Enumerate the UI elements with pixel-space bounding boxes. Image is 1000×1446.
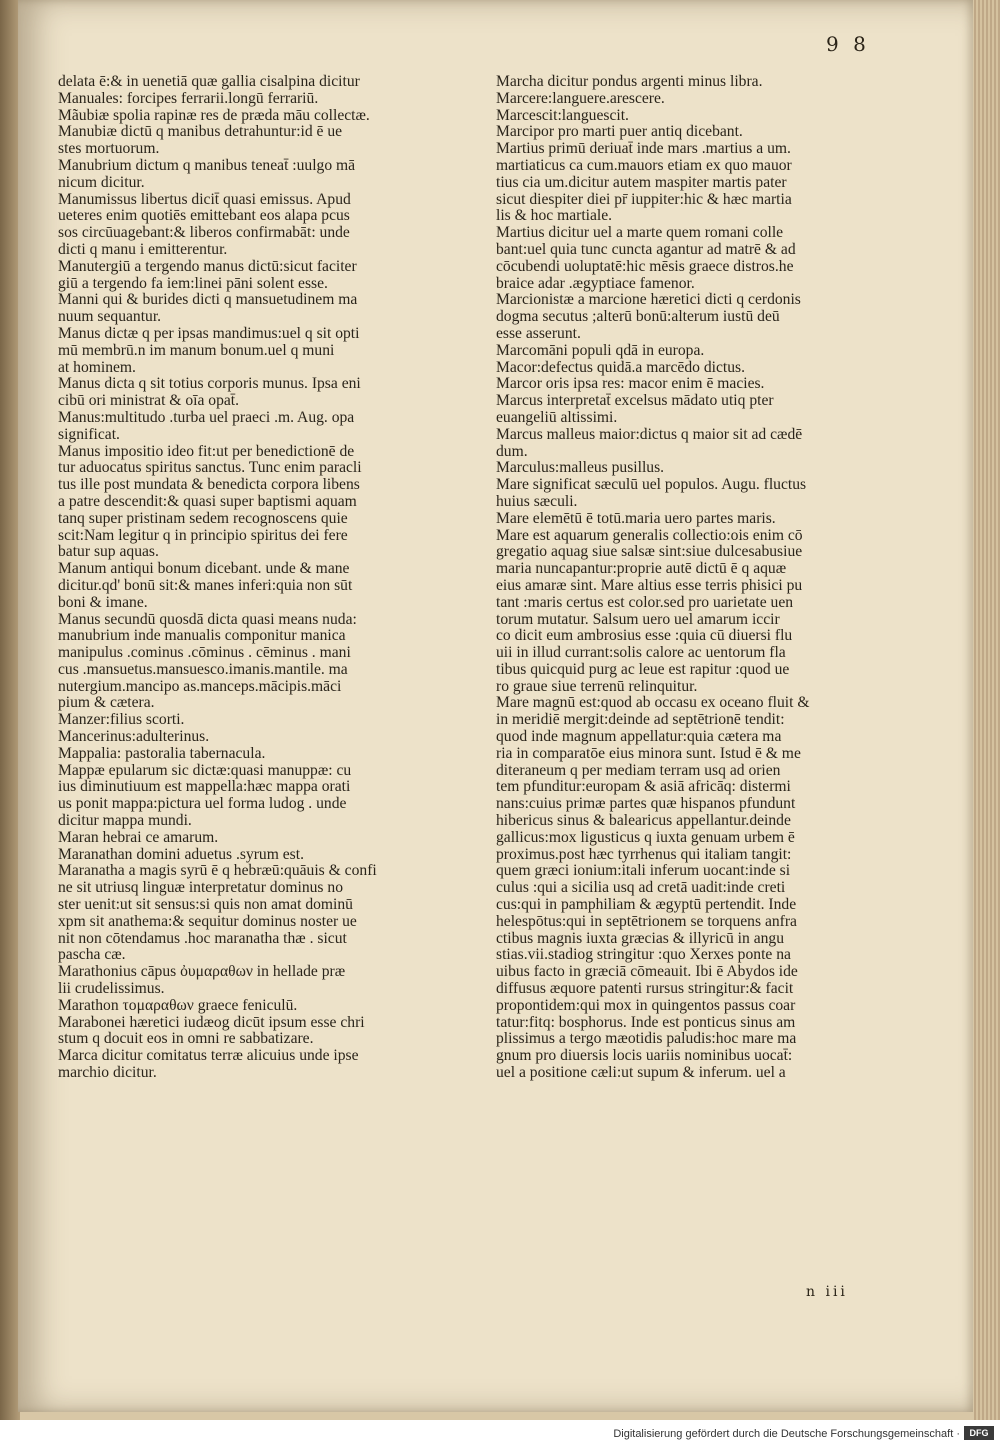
text-line: sos circūuagebant:& liberos confirmabāt: unde <box>58 225 350 242</box>
text-line: proximus.post hæc tyrrhenus qui italiam tangit: <box>496 846 792 863</box>
text-line: Marcomāni populi qdā in europa. <box>496 342 705 359</box>
text-line: tur aduocatus spiritus sanctus. Tunc enim paracli <box>58 460 362 477</box>
text-line: dicitur mappa mundi. <box>58 813 192 830</box>
text-line: diffusus æquore patenti rursus stringitur:& facit <box>496 981 794 998</box>
folio-number: 9 8 <box>826 32 870 56</box>
text-line: gregatio aquag siue salsæ sint:siue dulcesabusiue <box>496 544 803 561</box>
text-line: Manutergiū a tergendo manus dictū:sicut faciter <box>58 258 357 275</box>
text-line: tibus quicquid purg ac leue est rapitur :quod ue <box>496 661 790 678</box>
text-line: Manumissus libertus dicit̄ quasi emissus. Apud <box>58 191 351 208</box>
text-line: Manum antiqui bonum dicebant. unde & mane <box>58 561 350 578</box>
text-line: Mare magnū est:quod ab occasu ex oceano fluit & <box>496 695 810 712</box>
text-line: boni & imane. <box>58 594 148 611</box>
text-line: tant :maris certus est color.sed pro uarietate uen <box>496 594 794 611</box>
text-line: lis & hoc martiale. <box>496 208 613 225</box>
text-line: mū membrū.n im manum bonum.uel q muni <box>58 342 335 359</box>
text-line: uel a positione cæli:ut supum & inferum. uel a <box>496 1065 786 1082</box>
text-line: ro graue siue terrenū relinquitur. <box>496 678 698 695</box>
text-line: xpm sit anathema:& sequitur dominus noster ue <box>58 913 357 930</box>
text-line: dicti q manu i emitterentur. <box>58 241 228 258</box>
text-line: Marcus malleus maior:dictus q maior sit ad cædē <box>496 426 803 443</box>
text-line: maria nuncapantur:proprie autē dictū ē q aquæ <box>496 561 787 578</box>
text-line: batur sup aquas. <box>58 544 159 561</box>
text-line: Marcipor pro marti puer antiq dicebant. <box>496 124 743 141</box>
text-line: ne sit utriusq linguæ interpretatur dominus no <box>58 880 343 897</box>
text-line: dum. <box>496 443 528 460</box>
text-line: Mare significat sæculū uel populos. Augu. fluctus <box>496 477 807 494</box>
text-line: co dicit eum ambrosius esse :quia cū diuersi flu <box>496 628 793 645</box>
text-line: us ponit mappa:pictura uel forma ludog . unde <box>58 796 347 813</box>
text-line: in meridiē mergit:deinde ad septētrionē tendit: <box>496 712 785 729</box>
text-line: Martius primū deriuat̄ inde mars .martius a um. <box>496 141 791 158</box>
text-line: stum q docuit eos in omni re sabbatizare. <box>58 1031 314 1048</box>
text-line: propontidem:qui mox in quingentos passus coar <box>496 997 796 1014</box>
text-line: Mare elemētū ē totū.maria uero partes maris. <box>496 510 776 527</box>
text-line: delata ē:& in uenetiā quæ gallia cisalpina dicitur <box>58 74 360 90</box>
text-line: esse asserunt. <box>496 325 581 342</box>
text-line: dicitur.qd' bonū sit:& manes inferi:quia non sūt <box>58 577 353 594</box>
text-line: marchio dicitur. <box>58 1065 157 1082</box>
text-line: stias.vii.stadiog stringitur :quo Xerxes ponte na <box>496 947 791 964</box>
dfg-logo: DFG <box>964 1426 994 1440</box>
text-line: braice adar .ægyptiace famenor. <box>496 275 695 292</box>
text-line: pascha cæ. <box>58 947 126 964</box>
text-line: Macor:defectus quidā.a marcēdo dictus. <box>496 359 745 376</box>
footer-credit: Digitalisierung gefördert durch die Deutsche Forschungsgemeinschaft · <box>613 1428 960 1440</box>
text-line: Marculus:malleus pusillus. <box>496 460 665 477</box>
text-line: quod inde magnum appellatur:quia cætera ma <box>496 729 782 746</box>
text-line: bant:uel quia tunc cuncta agantur ad matrē & ad <box>496 241 796 258</box>
text-line: Marcor oris ipsa res: macor enim ē macies. <box>496 376 765 393</box>
text-line: Marathonius cāpus ὀυμαραθων in hellade præ <box>58 964 346 981</box>
text-line: Maran hebrai ce amarum. <box>58 829 219 846</box>
text-line: Manus impositio ideo fit:ut per benedictionē de <box>58 443 355 460</box>
text-line: stes mortuorum. <box>58 141 160 158</box>
right-column <box>496 74 896 1082</box>
text-line: Marcescit:languescit. <box>496 107 629 124</box>
text-line: gallicus:mox ligusticus q iuxta genuam urbem ē <box>496 829 795 846</box>
text-line: at hominem. <box>58 359 136 376</box>
text-line: Marcha dicitur pondus argenti minus libra. <box>496 74 763 90</box>
text-line: Maranathan domini aduetus .syrum est. <box>58 846 304 863</box>
text-line: tatur:fitq: bosphorus. Inde est ponticus sinus am <box>496 1014 796 1031</box>
text-line: cibū ori ministrat & oīa opat̄. <box>58 393 240 410</box>
text-line: Manubiæ dictū q manibus detrahuntur:id ē ue <box>58 124 343 141</box>
text-line: Marabonei hæretici iudæog dicūt ipsum esse chri <box>58 1014 365 1031</box>
text-line: ster uenit:ut sit sensus:si quis non amat dominū <box>58 897 353 914</box>
text-line: nit non cōtendamus .hoc maranatha thæ . sicut <box>58 930 347 947</box>
text-line: Manus dicta q sit totius corporis munus. Ipsa eni <box>58 376 361 393</box>
text-line: huius sæculi. <box>496 493 578 510</box>
text-line: quem græci ionium:itali inferum uocant:inde si <box>496 863 791 880</box>
text-line: Manuales: forcipes ferrarii.longū ferrariū. <box>58 90 319 107</box>
text-line: nutergium.mancipo as.manceps.mācipis.māci <box>58 678 342 695</box>
text-line: significat. <box>58 426 120 443</box>
text-line: ria in comparatōe eius minora sunt. Istud ē & me <box>496 745 801 762</box>
footer-bar <box>0 1420 1000 1446</box>
text-line: Manus secundū quosdā dicta quasi means nuda: <box>58 611 357 628</box>
text-line: Marcionistæ a marcione hæretici dicti q cerdonis <box>496 292 801 309</box>
text-line: nicum dicitur. <box>58 174 145 191</box>
text-line: lii crudelissimus. <box>58 981 165 998</box>
text-line: pium & cætera. <box>58 695 155 712</box>
text-line: a patre descendit:& quasi super baptismi aquam <box>58 493 357 510</box>
signature-mark: n iii <box>806 1284 848 1300</box>
text-line: culus :qui a sicilia usq ad cretā uadit:inde creti <box>496 880 786 897</box>
text-line: diteraneum q per mediam terram usq ad orien <box>496 762 781 779</box>
text-line: eius amaræ sint. Mare altius esse terris phisici pu <box>496 577 803 594</box>
text-line: manipulus .cominus .cōminus . cēminus . mani <box>58 645 351 662</box>
text-line: Manus dictæ q per ipsas mandimus:uel q sit opti <box>58 325 360 342</box>
text-line: Manus:multitudo .turba uel praeci .m. Aug. opa <box>58 409 355 426</box>
text-line: Marcus interpretat̄ excelsus mādato utiq pter <box>496 393 774 410</box>
text-line: Mãubiæ spolia rapinæ res de præda māu collectæ. <box>58 107 370 124</box>
text-line: ius diminutiuum est mappella:hæc mappa orati <box>58 779 351 796</box>
text-line: manubrium inde manualis componitur manica <box>58 628 346 645</box>
text-line: cōcubendi uoluptatē:hic mēsis graece distros.he <box>496 258 794 275</box>
page-edges <box>974 0 1000 1420</box>
text-line: helespōtus:qui in septētrionem se torquens anfra <box>496 913 797 930</box>
text-line: Mare est aquarum generalis collectio:ois enim cō <box>496 527 803 544</box>
text-line: gnum pro diuersis locis uariis nominibus uocat̄: <box>496 1048 793 1065</box>
text-line: cus .mansuetus.mansuesco.imanis.mantile. ma <box>58 661 348 678</box>
text-line: Manni qui & burides dicti q mansuetudinem ma <box>58 292 358 309</box>
text-line: plissimus a tergo mæotidis paludis:hoc mare ma <box>496 1031 797 1048</box>
text-line: martiaticus ca cum.mauors etiam ex quo mauor <box>496 157 792 174</box>
text-line: scit:Nam legitur q in principio spiritus dei fere <box>58 527 348 544</box>
text-line: Manzer:filius scorti. <box>58 712 185 729</box>
text-line: Mappalia: pastoralia tabernacula. <box>58 745 266 762</box>
text-line: Mappæ epularum sic dictæ:quasi manuppæ: cu <box>58 762 352 779</box>
text-line: tanq super pristinam sedem recognoscens quie <box>58 510 348 527</box>
text-line: nans:cuius primæ partes quæ hispanos pfundunt <box>496 796 796 813</box>
text-line: torum mutatur. Salsum uero uel amarum iccir <box>496 611 780 628</box>
text-line: ueteres enim quotiēs emittebant eos alapa pcus <box>58 208 350 225</box>
text-line: euangeliū altissimi. <box>496 409 618 426</box>
text-line: nuum sequantur. <box>58 309 162 326</box>
text-line: sicut diespiter diei pr̄ iuppiter:hic & hæc martia <box>496 191 792 208</box>
text-line: hibericus sinus & balearicus appellantur.deinde <box>496 813 791 830</box>
text-line: Mancerinus:adulterinus. <box>58 729 210 746</box>
text-line: Maranatha a magis syrū ē q hebræū:quāuis & confi <box>58 863 377 880</box>
text-line: Marathon τομαραθων graece feniculū. <box>58 997 298 1014</box>
text-line: uibus facto in græciā cōmeauit. Ibi ē Abydos ide <box>496 964 798 981</box>
text-line: Martius dicitur uel a marte quem romani colle <box>496 225 784 242</box>
text-line: tem pfunditur:europam & asiā africāq: distermi <box>496 779 791 796</box>
text-line: Marca dicitur comitatus terræ alicuius unde ipse <box>58 1048 359 1065</box>
text-line: ctibus magnis iuxta græcias & illyricū in angu <box>496 930 785 947</box>
text-line: uii in illud currant:solis calore ac uentorum fla <box>496 645 786 662</box>
binding-shadow <box>0 0 20 1420</box>
text-line: tius cia um.dicitur autem maspiter martis pater <box>496 174 787 191</box>
text-line: tus ille post mundata & benedicta corpora libens <box>58 477 360 494</box>
text-line: cus:qui in pamphiliam & ægyptū pertendit. Inde <box>496 897 797 914</box>
text-line: giū a tergendo fa iem:linei pāni solent esse. <box>58 275 328 292</box>
text-line: dogma secutus ;alterū bonū:alterum iustū deū <box>496 309 780 326</box>
left-column <box>58 74 470 1082</box>
text-line: Manubrium dictum q manibus teneat̄ :uulgo mā <box>58 157 356 174</box>
text-line: Marcere:languere.arescere. <box>496 90 665 107</box>
